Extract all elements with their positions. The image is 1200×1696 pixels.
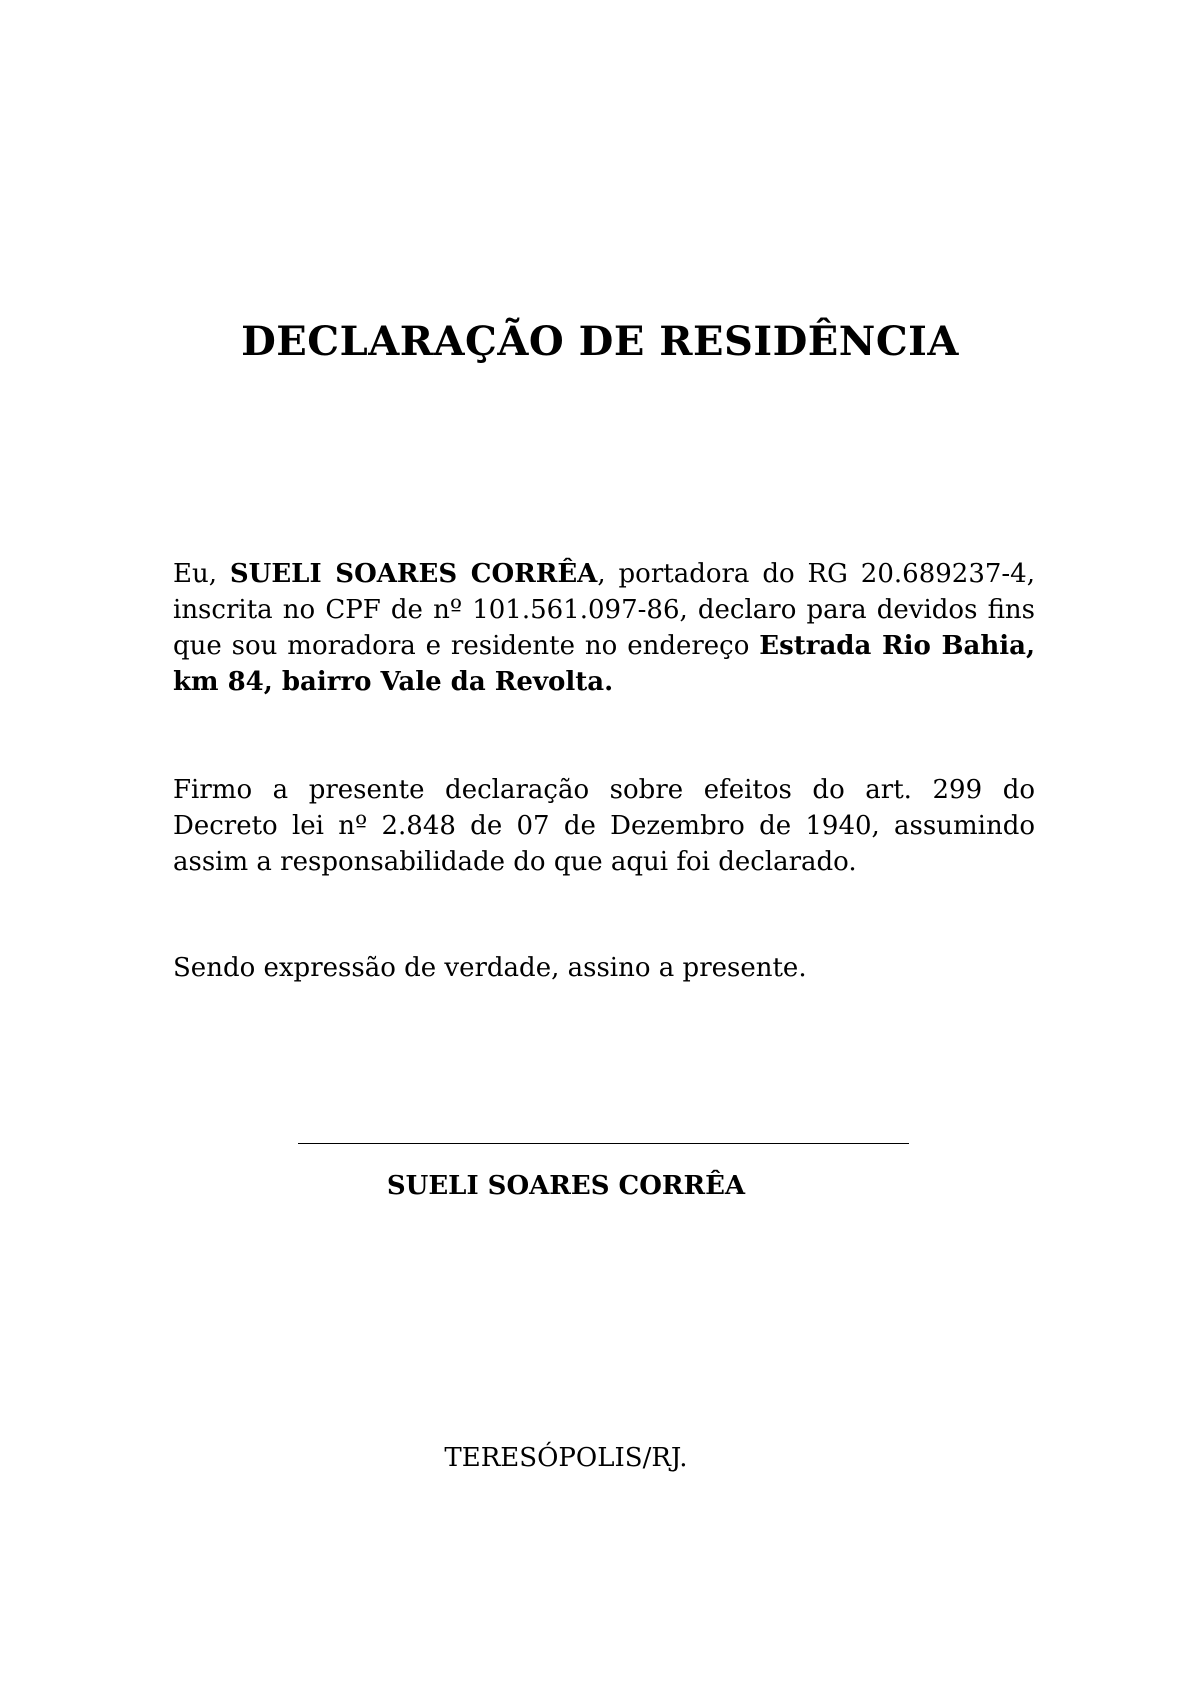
signature-line [298,1143,909,1144]
place-text: TERESÓPOLIS/RJ. [444,1443,688,1473]
declaration-paragraph [173,556,1035,700]
intro-text: Eu, [173,559,230,589]
legal-paragraph: Firmo a presente declaração sobre efeitos do art. 299 do Decreto lei nº 2.848 de 07 de Dezembro de 1940, assumindo assim a responsabilidade do que aqui foi declarado. [173,775,1035,877]
closing-paragraph: Sendo expressão de verdade, assino a presente. [173,953,807,983]
document-title: DECLARAÇÃO DE RESIDÊNCIA [241,318,959,365]
identity-text: , portadora do RG 20.689237-4, inscrita no CPF de nº 101.561.097-86, declaro para devidos fins que sou moradora e residente no endereço [173,559,1035,661]
address-text: Estrada Rio Bahia, km 84, bairro Vale da Revolta. [173,631,1035,697]
signature-name: SUELI SOARES CORRÊA [386,1171,746,1201]
declarant-name: SUELI SOARES CORRÊA [229,559,598,589]
